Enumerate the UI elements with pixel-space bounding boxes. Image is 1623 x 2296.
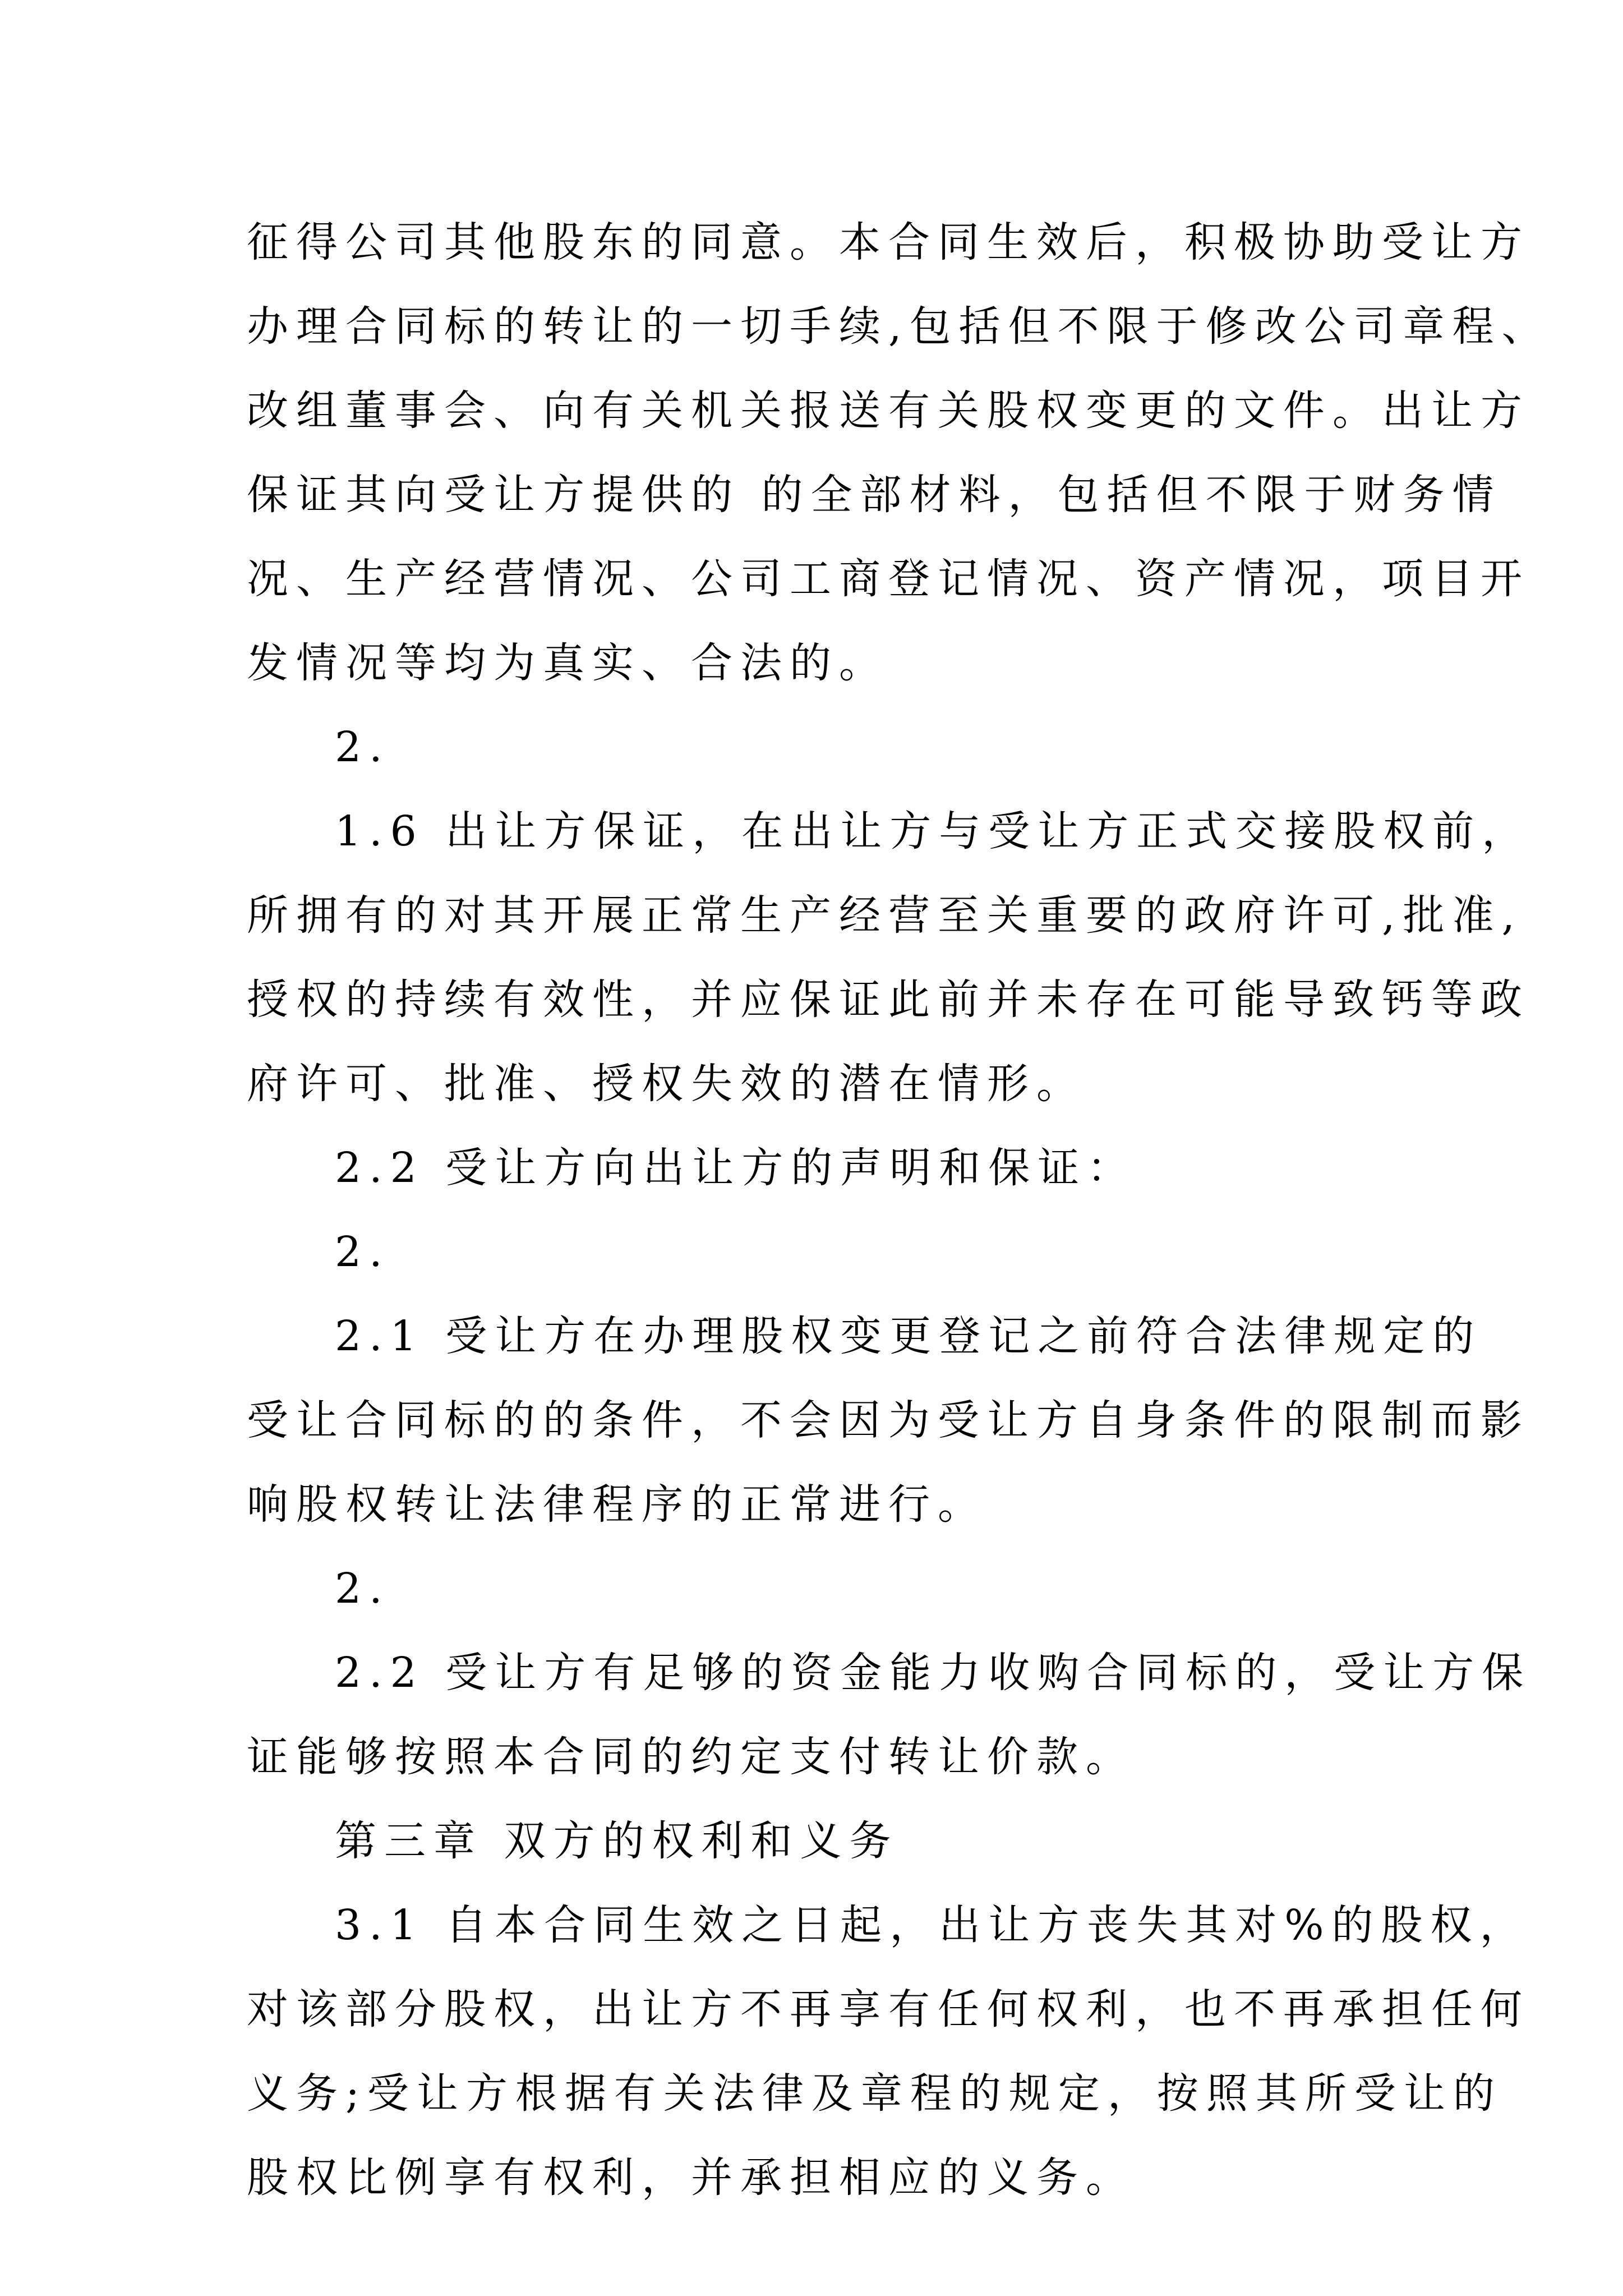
clause-text: 3.1 自本合同生效之日起，出让方丧失其对%的股权， (335, 1901, 1529, 1949)
text-line: 府许可、批准、授权失效的潜在情形。 (247, 1060, 1086, 1108)
clause-heading: 2.2 受让方向出让方的声明和保证： (335, 1144, 1137, 1192)
clause-text: 2.1 受让方在办理股权变更登记之前符合法律规定的 (335, 1312, 1482, 1360)
text-line: 办理合同标的转让的一切手续,包括但不限于修改公司章程、 (247, 302, 1551, 351)
section-number: 2. (335, 1565, 390, 1613)
text-line: 受让合同标的的条件，不会因为受让方自身条件的限制而影 (247, 1396, 1530, 1444)
text-line: 况、生产经营情况、公司工商登记情况、资产情况，项目开 (247, 555, 1530, 603)
text-line: 改组董事会、向有关机关报送有关股权变更的文件。出让方 (247, 386, 1530, 435)
text-line: 授权的持续有效性，并应保证此前并未存在可能导致钙等政 (247, 976, 1530, 1024)
text-line: 征得公司其他股东的同意。本合同生效后，积极协助受让方 (247, 218, 1530, 266)
clause-text: 1.6 出让方保证，在出让方与受让方正式交接股权前， (335, 807, 1532, 855)
section-number: 2. (335, 1228, 390, 1276)
text-line: 发情况等均为真实、合法的。 (247, 639, 888, 687)
text-line: 义务;受让方根据有关法律及章程的规定，按照其所受让的 (247, 2069, 1502, 2118)
text-line: 证能够按照本合同的约定支付转让价款。 (247, 1733, 1135, 1781)
chapter-heading: 第三章 双方的权利和义务 (335, 1817, 899, 1865)
section-number: 2. (335, 723, 390, 771)
text-line: 响股权转让法律程序的正常进行。 (247, 1480, 987, 1529)
text-line: 对该部分股权，出让方不再享有任何权利，也不再承担任何 (247, 1985, 1530, 2033)
text-line: 股权比例享有权利，并承担相应的义务。 (247, 2154, 1135, 2202)
clause-text: 2.2 受让方有足够的资金能力收购合同标的，受让方保 (335, 1649, 1532, 1697)
text-line: 保证其向受让方提供的 的全部材料，包括但不限于财务情 (247, 471, 1502, 519)
text-line: 所拥有的对其开展正常生产经营至关重要的政府许可,批准, (247, 891, 1523, 940)
